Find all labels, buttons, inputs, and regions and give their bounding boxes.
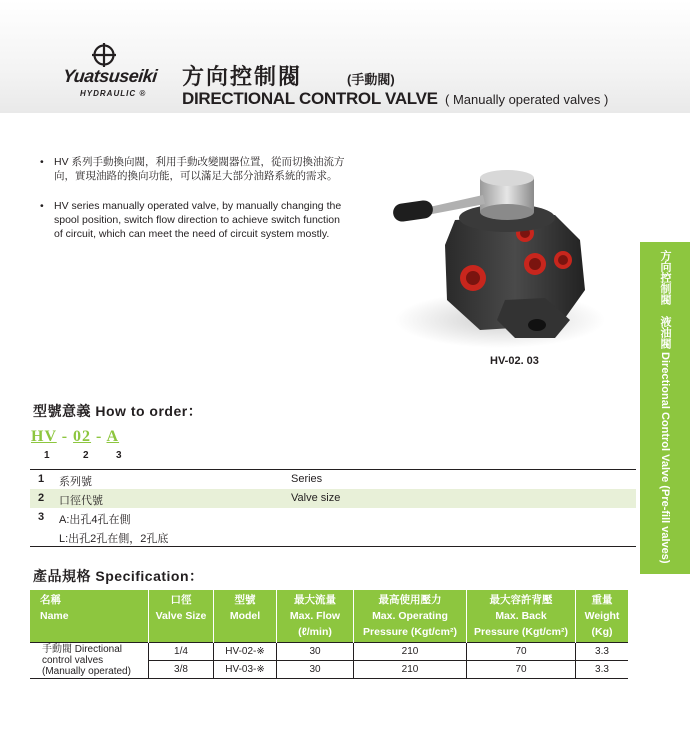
- row-zh: 系列號: [59, 476, 92, 488]
- bullet-dot: •: [40, 200, 44, 212]
- row-num: 2: [38, 492, 45, 504]
- code-part-size: 02: [73, 428, 92, 445]
- row-en: Valve size: [291, 492, 341, 504]
- col-size: 口徑 Valve Size: [149, 590, 214, 643]
- cell-size: 1/4: [149, 643, 214, 661]
- cell-size: 3/8: [149, 661, 214, 679]
- col-back: 最大容許背壓 Max. Back Pressure (Kgt/cm²): [467, 590, 576, 643]
- row-zh: A:出孔4孔在側: [59, 514, 131, 526]
- spec-table: [30, 590, 628, 679]
- title-zh-sub: (手動閥): [347, 72, 395, 87]
- cell-pressure: 210: [354, 661, 467, 679]
- code-part-series: HV: [31, 428, 57, 445]
- row-en: Series: [291, 473, 323, 485]
- bullet-en: [40, 199, 345, 241]
- code-sep: -: [56, 428, 74, 445]
- order-table: [30, 469, 636, 547]
- brand-logo: Yuatsuseiki: [62, 66, 158, 86]
- page-title: DIRECTIONAL CONTROL VALVE: [182, 89, 438, 108]
- cell-back: 70: [467, 643, 576, 661]
- row-num: 3: [38, 511, 45, 523]
- brand-sub: HYDRAULIC ®: [80, 89, 147, 98]
- order-row: [30, 527, 636, 546]
- bullet-zh-text: HV 系列手動換向閥，利用手動改變閥器位置，從而切換油流方向，實現油路的換向功能，可以滿足大部分油路系統的需求。: [54, 156, 345, 182]
- row-zh: 口徑代號: [59, 495, 103, 507]
- order-row: [30, 508, 636, 527]
- order-code: [31, 428, 119, 446]
- logo-symbol-icon: [92, 43, 116, 67]
- col-name: 名稱 Name: [30, 590, 149, 643]
- order-row: [30, 470, 636, 489]
- col-model: 型號 Model: [214, 590, 277, 643]
- code-index: 2: [83, 450, 89, 461]
- col-weight: 重量 Weight (Kg): [576, 590, 629, 643]
- bullet-zh: [40, 155, 345, 183]
- order-title: 型號意義 How to order：: [33, 403, 203, 419]
- bullet-dot: •: [40, 156, 44, 168]
- spec-header-row: [30, 590, 628, 643]
- side-tab-label: 方向控制閥 液油閥 Directional Control Valve (Pre-fill valves): [659, 250, 671, 564]
- row-num: 1: [38, 473, 45, 485]
- spec-title: 產品規格 Specification：: [33, 568, 204, 584]
- cell-weight: 3.3: [576, 643, 629, 661]
- row-zh: L:出孔2孔在側，2孔底: [59, 533, 169, 545]
- bullet-en-text: HV series manually operated valve, by manually changing the spool position, switch flow direction to achieve switch function of circuit, which can meet the need of circuit system mostly.: [54, 200, 342, 240]
- code-part-port: A: [106, 428, 120, 445]
- table-row: [30, 643, 628, 661]
- cell-model: HV-02-※: [214, 643, 277, 661]
- intro-bullets: [40, 155, 345, 257]
- cell-pressure: 210: [354, 643, 467, 661]
- col-flow: 最大流量 Max. Flow (ℓ/min): [277, 590, 354, 643]
- title-zh: 方向控制閥: [182, 64, 303, 89]
- order-row: [30, 489, 636, 508]
- col-pressure: 最高使用壓力 Max. Operating Pressure (Kgt/cm²): [354, 590, 467, 643]
- product-caption: HV-02. 03: [490, 355, 539, 367]
- valve-product-image: [385, 160, 610, 350]
- cell-flow: 30: [277, 643, 354, 661]
- page-subtitle: ( Manually operated valves ): [445, 92, 609, 107]
- cell-flow: 30: [277, 661, 354, 679]
- cell-model: HV-03-※: [214, 661, 277, 679]
- cell-weight: 3.3: [576, 661, 629, 679]
- code-index: 3: [116, 450, 122, 461]
- code-index: 1: [44, 450, 50, 461]
- cell-name: 手動閥 Directional control valves (Manually operated): [30, 643, 149, 679]
- cell-back: 70: [467, 661, 576, 679]
- code-sep: -: [91, 428, 107, 445]
